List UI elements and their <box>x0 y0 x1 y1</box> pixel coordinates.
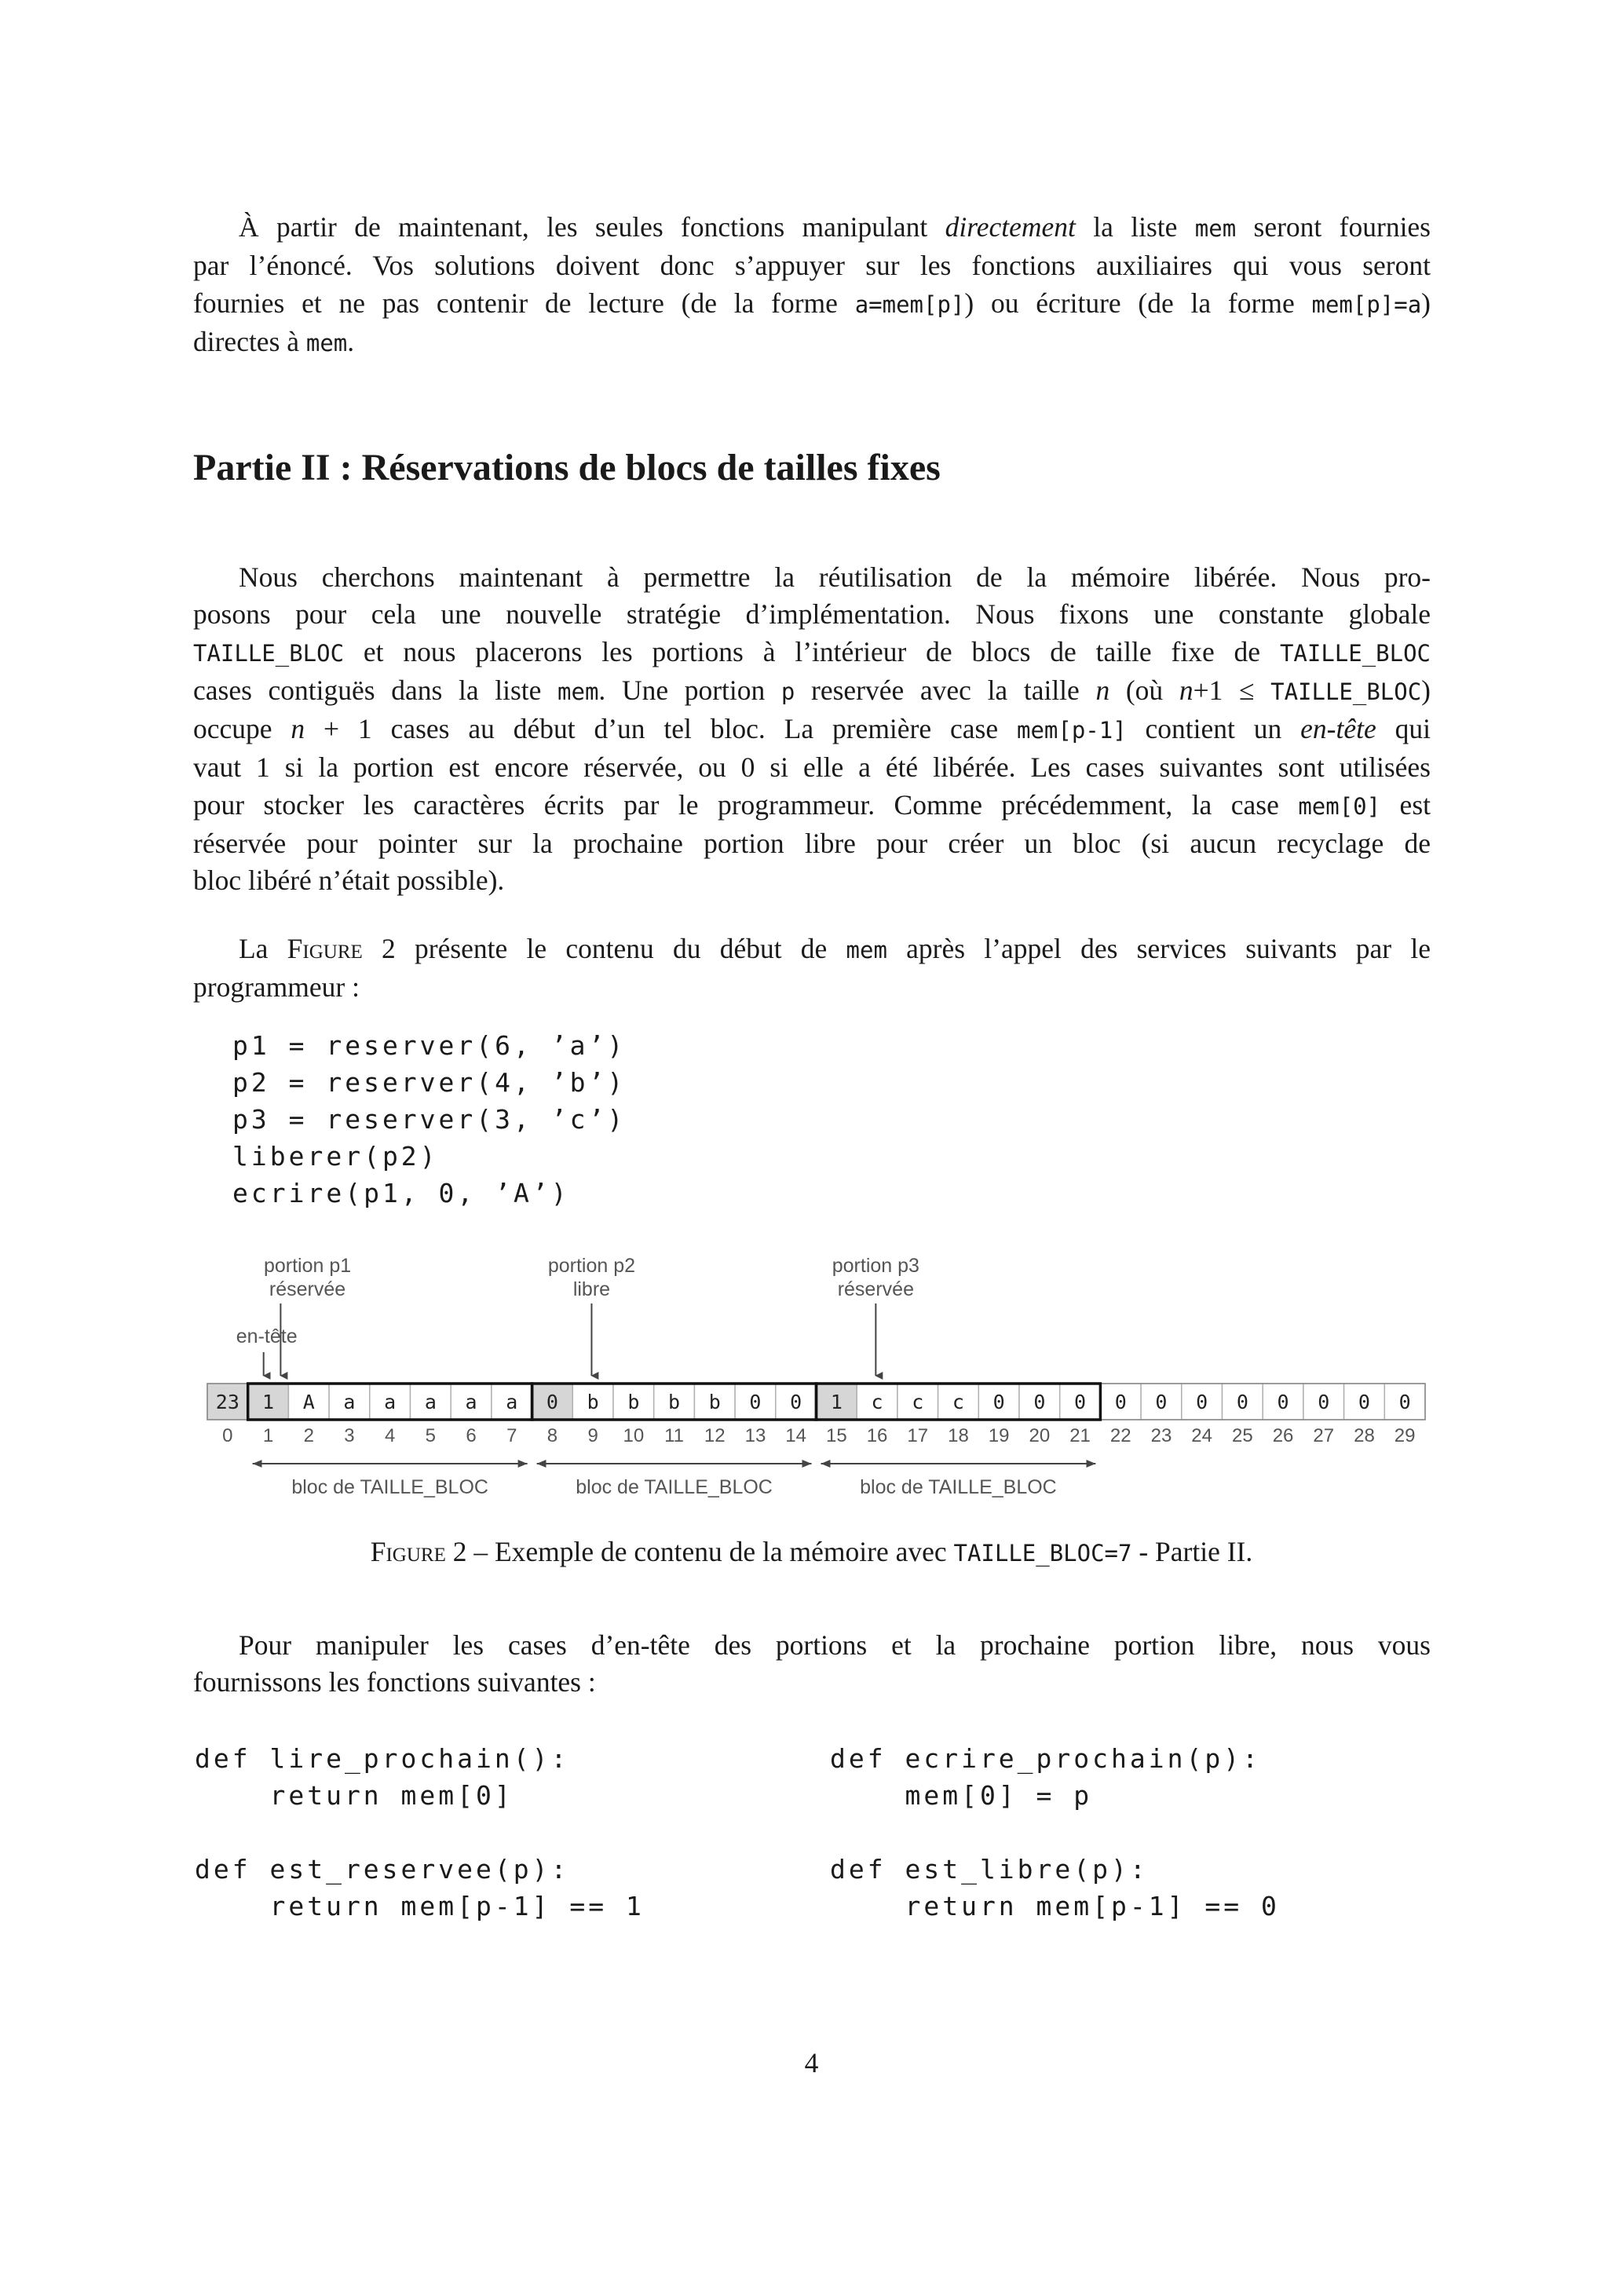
caption-code: TAILLE_BLOC=7 <box>953 1540 1132 1567</box>
memory-index: 10 <box>623 1425 645 1446</box>
text-line: fournies et ne pas contenir de lecture (de la forme a=mem[p]) ou écriture (de la forme mem[p]=a) <box>193 287 1431 319</box>
memory-index: 28 <box>1354 1425 1375 1446</box>
inline-code: mem <box>846 937 887 963</box>
memory-cell-value: b <box>708 1391 721 1413</box>
memory-index: 29 <box>1394 1425 1416 1446</box>
memory-cell-value: A <box>302 1391 315 1413</box>
memory-index: 20 <box>1029 1425 1051 1446</box>
memory-cell-value: 0 <box>546 1391 558 1413</box>
memory-cell-value: 0 <box>1033 1391 1046 1413</box>
memory-cell-value: a <box>424 1391 437 1413</box>
inline-code: mem <box>305 329 348 356</box>
inline-code: TAILLE_BLOC <box>193 639 345 667</box>
text-line: directes à mem. <box>193 325 355 357</box>
memory-cell-value: a <box>343 1391 356 1413</box>
memory-index: 27 <box>1313 1425 1335 1446</box>
memory-cell-value: 0 <box>1277 1391 1289 1413</box>
memory-cell-value: 0 <box>749 1391 762 1413</box>
memory-index: 16 <box>866 1425 888 1446</box>
memory-index: 14 <box>785 1425 807 1446</box>
inline-code: mem[0] <box>1298 792 1381 820</box>
text-line: À partir de maintenant, les seules fonctions manipulant directement la liste mem seront fournies <box>239 211 1431 243</box>
intro-paragraph <box>193 209 1431 362</box>
section-title: Partie II : Réservations de blocs de tailles fixes <box>193 447 941 488</box>
italic-text: directement <box>945 211 1076 243</box>
text-line: cases contiguës dans la liste mem. Une portion p reservée avec la taille n (où n+1 ≤ TAILLE_BLOC) <box>193 674 1431 706</box>
text-line: posons pour cela une nouvelle stratégie d’implémentation. Nous fixons une constante globale <box>193 598 1431 631</box>
code-block-right: def ecrire_prochain(p): mem[0] = p def est_libre(p): return mem[p-1] == 0 <box>830 1743 1280 1921</box>
memory-index: 9 <box>587 1425 598 1446</box>
memory-cell-value: 0 <box>1318 1391 1330 1413</box>
entete-label: en-tête <box>236 1325 298 1347</box>
memory-index: 7 <box>506 1425 517 1446</box>
memory-index: 0 <box>222 1425 233 1446</box>
memory-cell-value: 1 <box>262 1391 275 1413</box>
block-label: bloc de TAILLE_BLOC <box>860 1476 1057 1498</box>
memory-index: 15 <box>825 1425 847 1446</box>
memory-cell-value: b <box>668 1391 681 1413</box>
memory-cell-value: 0 <box>992 1391 1005 1413</box>
inline-code: mem <box>557 678 599 705</box>
memory-index: 3 <box>344 1425 355 1446</box>
memory-cell-value: 0 <box>1236 1391 1248 1413</box>
memory-cell-value: 0 <box>1398 1391 1411 1413</box>
memory-index: 24 <box>1191 1425 1213 1446</box>
memory-index: 4 <box>384 1425 396 1446</box>
text-line: Pour manipuler les cases d’en-tête des portions et la prochaine portion libre, nous vous <box>239 1629 1431 1661</box>
italic-text: en-tête <box>1300 713 1376 745</box>
inline-code: mem <box>1194 215 1237 242</box>
portion-status-p1: réservée <box>269 1278 346 1300</box>
text-line: fournissons les fonctions suivantes : <box>193 1666 596 1698</box>
memory-index: 26 <box>1272 1425 1294 1446</box>
paragraph-memory-strategy <box>193 559 1431 900</box>
memory-index: 25 <box>1231 1425 1253 1446</box>
memory-cell-value: 0 <box>1155 1391 1168 1413</box>
italic-text: n <box>1179 674 1193 706</box>
memory-cell-value: a <box>465 1391 477 1413</box>
code-block-left: def lire_prochain(): return mem[0] def est_reservee(p): return mem[p-1] == 1 <box>195 1743 645 1921</box>
memory-cell-value: 1 <box>830 1391 843 1413</box>
inline-code: a=mem[p] <box>854 291 965 318</box>
memory-index: 22 <box>1109 1425 1131 1446</box>
memory-cell-value: 23 <box>215 1391 239 1413</box>
portion-status-p3: réservée <box>837 1278 914 1300</box>
portion-label-p2: portion p2 <box>547 1255 636 1277</box>
italic-text: n <box>291 713 305 745</box>
memory-cell-value: c <box>871 1391 883 1413</box>
text-line: vaut 1 si la portion est encore réservée, ou 0 si elle a été libérée. Les cases suivantes sont utilisées <box>193 751 1431 784</box>
text-line: La Figure 2 présente le contenu du début de mem après l’appel des services suivants par le <box>239 933 1431 964</box>
memory-cell-value: b <box>627 1391 640 1413</box>
memory-cell-value: 0 <box>1358 1391 1370 1413</box>
memory-cell-value: b <box>587 1391 599 1413</box>
memory-index: 17 <box>907 1425 929 1446</box>
memory-index: 5 <box>425 1425 437 1446</box>
text-line: Nous cherchons maintenant à permettre la réutilisation de la mémoire libérée. Nous pro- <box>239 561 1431 593</box>
memory-index: 18 <box>948 1425 969 1446</box>
page-number: 4 <box>804 2047 819 2078</box>
text-line: réservée pour pointer sur la prochaine portion libre pour créer un bloc (si aucun recyclage de <box>193 828 1431 860</box>
paragraph-figure-intro <box>193 930 1431 1007</box>
inline-code: p <box>780 678 795 705</box>
memory-cell-value: a <box>506 1391 518 1413</box>
inline-code: TAILLE_BLOC <box>1270 678 1422 705</box>
text-line: programmeur : <box>193 971 360 1004</box>
text-line: TAILLE_BLOC et nous placerons les portions à l’intérieur de blocs de taille fixe de TAILLE_BLOC <box>193 635 1431 667</box>
memory-index: 13 <box>744 1425 766 1446</box>
memory-index: 21 <box>1069 1425 1091 1446</box>
portion-label-p1: portion p1 <box>263 1255 352 1277</box>
memory-index: 12 <box>704 1425 726 1446</box>
memory-figure <box>0 1249 1623 1515</box>
memory-cell-value: c <box>952 1391 964 1413</box>
figure-caption: Figure 2 – Exemple de contenu de la mémoire avec TAILLE_BLOC=7 - Partie II. <box>370 1536 1253 1567</box>
memory-index: 1 <box>262 1425 274 1446</box>
small-caps-text: Figure <box>287 933 363 964</box>
caption-prefix: Figure 2 <box>370 1536 467 1567</box>
italic-text: n <box>1095 674 1110 706</box>
inline-code: mem[p]=a <box>1311 291 1422 318</box>
text-line: bloc libéré n’était possible). <box>193 865 505 897</box>
memory-index: 6 <box>466 1425 477 1446</box>
block-label: bloc de TAILLE_BLOC <box>576 1476 773 1498</box>
paragraph-functions-intro <box>193 1627 1431 1702</box>
memory-index: 19 <box>988 1425 1010 1446</box>
inline-code: mem[p-1] <box>1016 717 1127 744</box>
memory-cell-value: 0 <box>1114 1391 1127 1413</box>
memory-cell-value: 0 <box>1196 1391 1208 1413</box>
memory-cell-value: c <box>912 1391 924 1413</box>
memory-index: 2 <box>303 1425 314 1446</box>
code-block-calls: p1 = reserver(6, ’a’) p2 = reserver(4, ’b’) p3 = reserver(3, ’c’) liberer(p2) ecrire(p1, 0, ’A’) <box>232 1030 627 1208</box>
memory-index: 8 <box>546 1425 558 1446</box>
memory-cell-value: a <box>384 1391 397 1413</box>
portion-label-p3: portion p3 <box>832 1255 919 1277</box>
text-line: occupe n + 1 cases au début d’un tel bloc. La première case mem[p-1] contient un en-tête qui <box>193 713 1431 745</box>
text-line: pour stocker les caractères écrits par le programmeur. Comme précédemment, la case mem[0] est <box>193 788 1431 821</box>
memory-cell-value: 0 <box>1074 1391 1087 1413</box>
memory-cell-value: 0 <box>790 1391 802 1413</box>
memory-index: 11 <box>664 1425 685 1446</box>
inline-code: TAILLE_BLOC <box>1279 639 1431 667</box>
text-line: par l’énoncé. Vos solutions doivent donc s’appuyer sur les fonctions auxiliaires qui vous seront <box>193 250 1431 282</box>
block-label: bloc de TAILLE_BLOC <box>291 1476 488 1498</box>
portion-status-p2: libre <box>572 1278 611 1300</box>
memory-index: 23 <box>1150 1425 1172 1446</box>
